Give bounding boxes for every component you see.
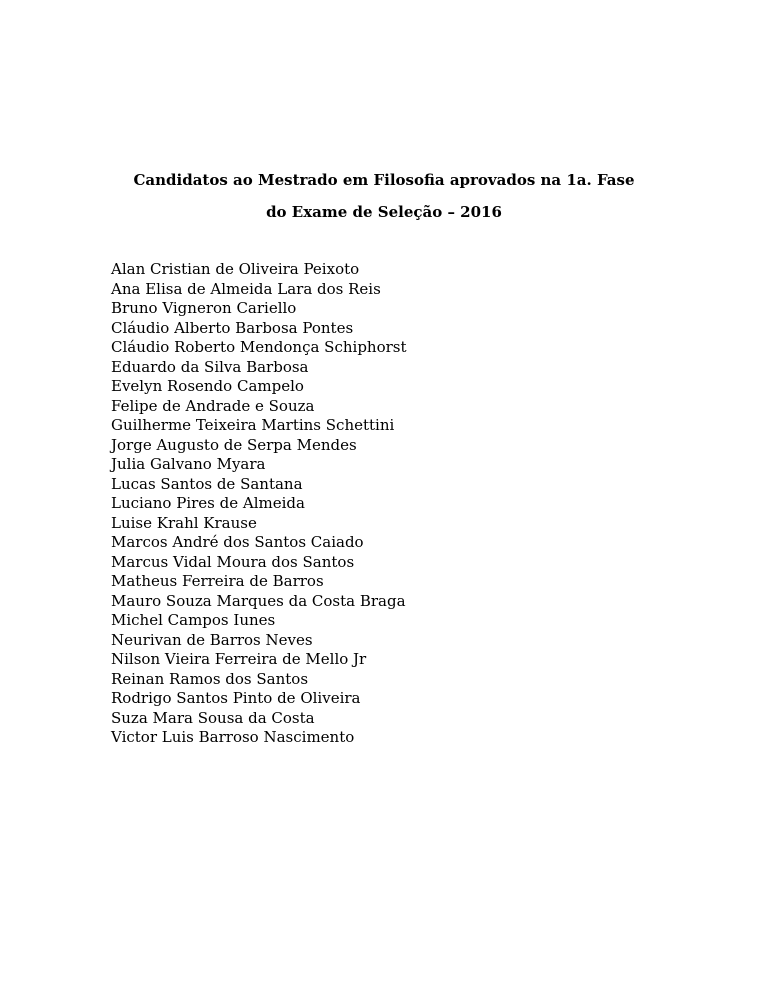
candidate-name: Marcos André dos Santos Caiado: [111, 533, 364, 551]
document-title-line-2: do Exame de Seleção – 2016: [266, 203, 502, 221]
candidate-name: Cláudio Roberto Mendonça Schiphorst: [111, 338, 407, 356]
candidate-name: Marcus Vidal Moura dos Santos: [111, 552, 355, 571]
candidate-name: Lucas Santos de Santana: [111, 474, 303, 493]
candidate-name: Nilson Vieira Ferreira de Mello Jr: [111, 650, 367, 668]
candidate-name: Luise Krahl Krause: [111, 513, 257, 532]
candidate-name: Julia Galvano Myara: [111, 455, 266, 473]
candidate-name: Luciano Pires de Almeida: [111, 494, 305, 512]
candidate-name: Rodrigo Santos Pinto de Oliveira: [111, 689, 361, 707]
candidate-name: Felipe de Andrade e Souza: [111, 396, 315, 415]
candidate-name: Evelyn Rosendo Campelo: [111, 377, 304, 395]
candidate-name: Alan Cristian de Oliveira Peixoto: [111, 260, 360, 278]
candidate-name: Suza Mara Sousa da Costa: [111, 708, 315, 727]
candidate-list: [111, 260, 407, 748]
candidate-name: Bruno Vigneron Cariello: [111, 299, 297, 317]
candidate-name: Cláudio Alberto Barbosa Pontes: [111, 318, 354, 337]
candidate-name: Mauro Souza Marques da Costa Braga: [111, 591, 406, 610]
document-title-line-1: Candidatos ao Mestrado em Filosofia aprovados na 1a. Fase: [133, 171, 635, 189]
candidate-name: Eduardo da Silva Barbosa: [111, 357, 309, 376]
candidate-name: Neurivan de Barros Neves: [111, 630, 313, 649]
candidate-name: Matheus Ferreira de Barros: [111, 572, 324, 590]
candidate-name: Guilherme Teixeira Martins Schettini: [111, 416, 395, 434]
candidate-name: Michel Campos Iunes: [111, 611, 276, 629]
candidate-name: Jorge Augusto de Serpa Mendes: [111, 435, 357, 454]
candidate-name: Victor Luis Barroso Nascimento: [111, 728, 355, 746]
candidate-name: Reinan Ramos dos Santos: [111, 669, 309, 688]
candidate-name: Ana Elisa de Almeida Lara dos Reis: [111, 279, 381, 298]
